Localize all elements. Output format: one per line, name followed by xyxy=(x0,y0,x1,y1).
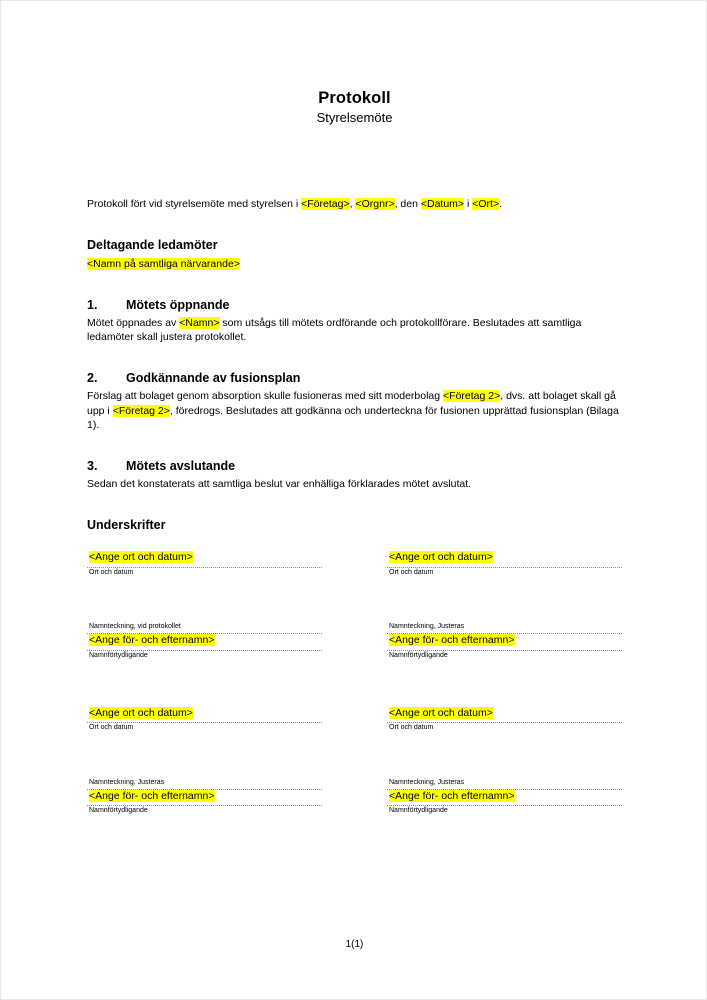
intro-text-4: i xyxy=(464,197,473,210)
signature-block-2-name xyxy=(387,623,622,660)
section-1-number: 1. xyxy=(87,298,98,313)
signature-block-4-place xyxy=(387,707,622,733)
signature-2-name-rule xyxy=(387,649,622,651)
page-footer: 1(1) xyxy=(345,939,364,950)
signature-gap-3 xyxy=(87,733,622,779)
signature-2-place-value[interactable] xyxy=(387,551,622,565)
signature-3-name-caption-top: Namnteckning, Justeras xyxy=(87,779,322,790)
signature-area xyxy=(87,551,622,816)
signature-gap-2 xyxy=(87,661,622,707)
title-block xyxy=(87,89,622,127)
field-participants[interactable]: <Namn på samtliga närvarande> xyxy=(87,257,240,270)
signature-1-place-rule xyxy=(87,566,322,568)
signature-1-place-caption: Ort och datum xyxy=(89,568,134,576)
field-company[interactable]: <Företag> xyxy=(301,197,350,210)
field-date[interactable]: <Datum> xyxy=(420,197,465,210)
signature-2-name-value[interactable] xyxy=(387,634,622,648)
signature-block-3-place xyxy=(87,707,322,733)
signature-2-place-caption: Ort och datum xyxy=(389,568,434,576)
signature-3-name-value[interactable] xyxy=(87,790,322,804)
field-place-date-2[interactable]: <Ange ort och datum> xyxy=(389,551,493,564)
section-2-title: Godkännande av fusionsplan xyxy=(126,371,301,386)
signature-3-name-caption: Namnförtydligande xyxy=(89,807,148,815)
field-name-1[interactable]: <Ange för- och efternamn> xyxy=(89,634,215,647)
signature-row-1-name xyxy=(87,623,622,660)
section-2-text-before: Förslag att bolaget genom absorption skulle fusioneras med sitt moderbolag xyxy=(87,390,444,403)
signature-4-name-value[interactable] xyxy=(387,790,622,804)
field-place-date-3[interactable]: <Ange ort och datum> xyxy=(89,706,193,719)
field-name-3[interactable]: <Ange för- och efternamn> xyxy=(89,789,215,802)
field-name-4[interactable]: <Ange för- och efternamn> xyxy=(389,789,515,802)
page-title: Protokoll xyxy=(318,89,391,107)
section-1-text-after: som utsågs till mötets ordförande och protokollförare. Beslutades att samtliga ledamöter skall justera protokollet. xyxy=(87,317,582,344)
signature-2-place-rule xyxy=(387,566,622,568)
intro-text-2: , xyxy=(349,197,356,210)
field-name-2[interactable]: <Ange för- och efternamn> xyxy=(389,634,515,647)
section-2-number: 2. xyxy=(87,371,98,386)
section-1-heading xyxy=(87,298,622,313)
section-1-text-before: Mötet öppnades av xyxy=(87,317,180,330)
section-3-body: Sedan det konstaterats att samtliga beslut var enhälliga förklarades mötet avslutat. xyxy=(87,477,472,490)
intro-text-1: Protokoll fört vid styrelsemöte med styrelsen i xyxy=(87,197,302,210)
signature-gap-1 xyxy=(87,577,622,623)
field-chair-name[interactable]: <Namn> xyxy=(179,317,220,330)
signature-3-place-value[interactable] xyxy=(87,707,322,721)
signature-4-name-rule xyxy=(387,804,622,806)
signature-block-1-name xyxy=(87,623,322,660)
field-orgnr[interactable]: <Orgnr> xyxy=(355,197,395,210)
signature-1-place-value[interactable] xyxy=(87,551,322,565)
section-3-number: 3. xyxy=(87,458,98,473)
participants-heading: Deltagande ledamöter xyxy=(87,237,218,252)
page-subtitle: Styrelsemöte xyxy=(316,109,393,125)
signature-4-name-caption-top: Namnteckning, Justeras xyxy=(387,779,622,790)
intro-paragraph xyxy=(87,197,622,211)
signature-2-name-caption: Namnförtydligande xyxy=(389,651,448,659)
signature-4-name-caption: Namnförtydligande xyxy=(389,807,448,815)
signature-1-name-caption-top: Namnteckning, vid protokollet xyxy=(87,623,322,634)
signature-4-place-caption: Ort och datum xyxy=(389,724,434,732)
field-parent-company-2[interactable]: <Företag 2> xyxy=(112,404,170,417)
signatures-heading: Underskrifter xyxy=(87,518,166,533)
section-2-text-after: , föredrogs. Beslutades att godkänna och underteckna för fusionen upprättad fusionsplan (Bilaga 1). xyxy=(87,404,619,431)
section-1-body xyxy=(87,316,622,344)
participants-paragraph xyxy=(87,257,622,271)
signature-3-name-rule xyxy=(87,804,322,806)
signature-row-2-place xyxy=(87,707,622,733)
section-3-heading xyxy=(87,459,622,474)
field-place-date-4[interactable]: <Ange ort och datum> xyxy=(389,706,493,719)
intro-text-5: . xyxy=(499,197,503,210)
section-3-title: Mötets avslutande xyxy=(126,458,236,473)
signature-block-3-name xyxy=(87,779,322,816)
signature-3-place-rule xyxy=(87,721,322,723)
signature-block-4-name xyxy=(387,779,622,816)
signature-row-2-name xyxy=(87,779,622,816)
signature-row-1-place xyxy=(87,551,622,577)
signature-block-2-place xyxy=(387,551,622,577)
field-place-date-1[interactable]: <Ange ort och datum> xyxy=(89,551,193,564)
intro-text-3: , den xyxy=(394,197,421,210)
field-place[interactable]: <Ort> xyxy=(472,197,500,210)
field-parent-company-1[interactable]: <Företag 2> xyxy=(443,390,501,403)
signature-4-place-value[interactable] xyxy=(387,707,622,721)
section-2-heading xyxy=(87,371,622,386)
signature-4-place-rule xyxy=(387,721,622,723)
signature-2-name-caption-top: Namnteckning, Justeras xyxy=(387,623,622,634)
section-1-title: Mötets öppnande xyxy=(126,298,230,313)
signature-3-place-caption: Ort och datum xyxy=(89,724,134,732)
document-content xyxy=(87,1,622,816)
section-2-text-middle: , dvs. att bolaget skall gå upp i xyxy=(87,390,616,417)
signature-block-1-place xyxy=(87,551,322,577)
signature-1-name-value[interactable] xyxy=(87,634,322,648)
signature-1-name-rule xyxy=(87,649,322,651)
section-2-body xyxy=(87,389,622,432)
signature-1-name-caption: Namnförtydligande xyxy=(89,651,148,659)
